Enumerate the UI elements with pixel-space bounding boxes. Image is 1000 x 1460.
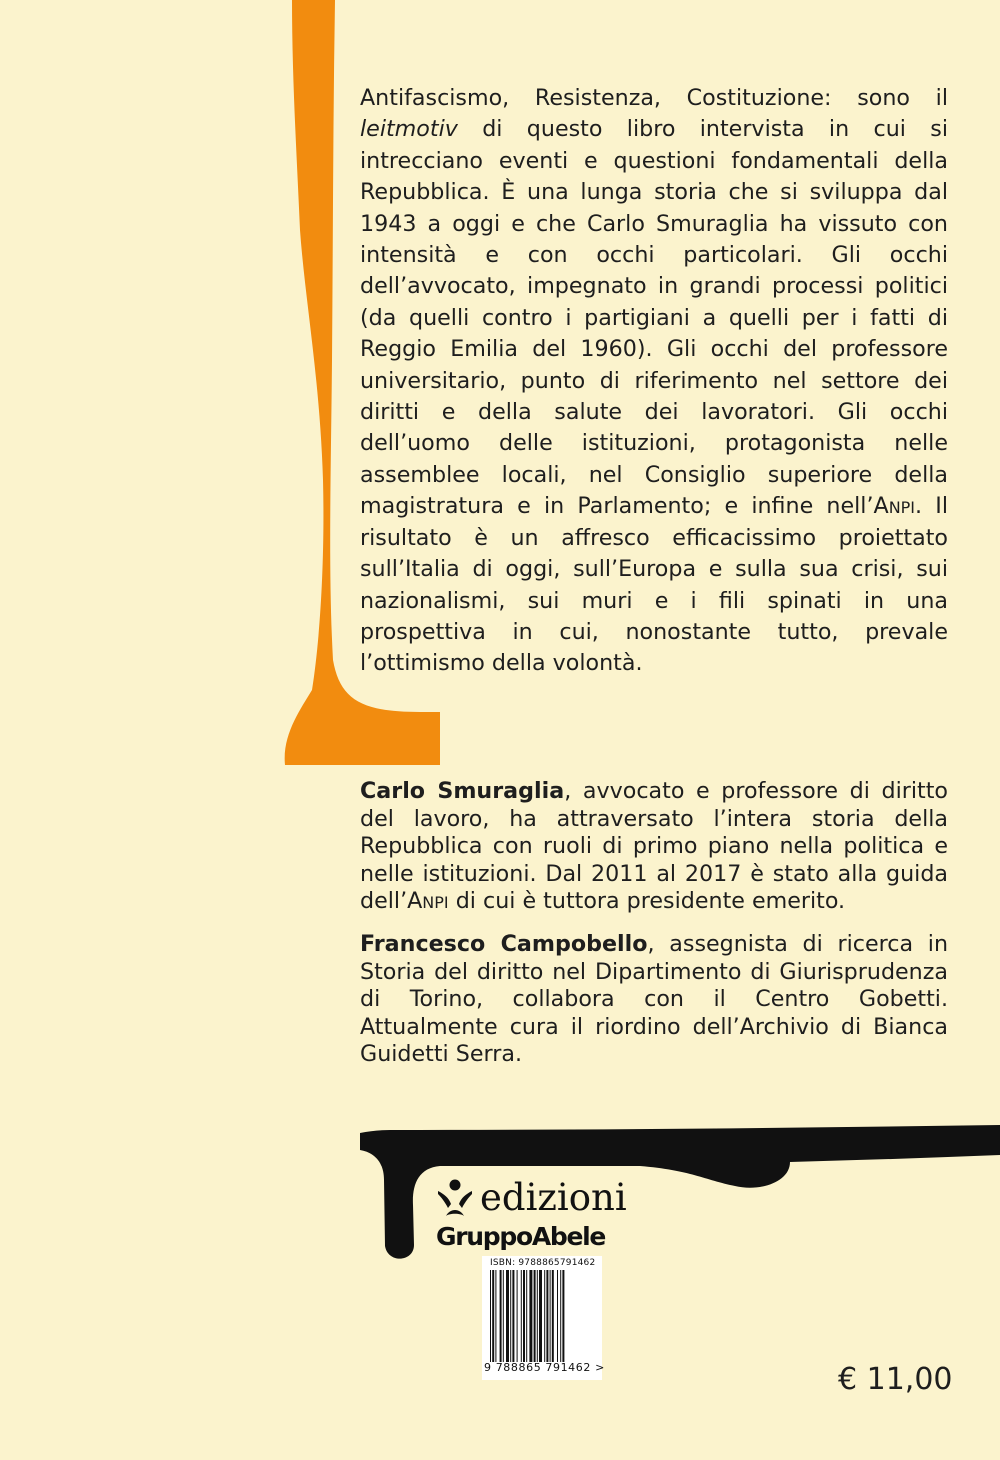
coauthor-bio-text: , assegnista di ricerca in Storia del diritto nel Dipartimento di Giurisprudenza di Torino, collabora con il Centro Gobetti. Attualmente cura il riordino dell’Archivio di Bianca Guidetti Serra. [360,931,949,1068]
isbn-label: ISBN: 9788865791462 [490,1258,596,1268]
publisher-name: edizioni [480,1176,627,1219]
author-bio-text-2: di cui è tuttora presidente emerito. [448,888,846,915]
blurb-text-1: Antifascismo, Resistenza, Costituzione: sono il [360,85,948,111]
barcode-bar [557,1270,558,1362]
barcode-bar [537,1270,538,1362]
barcode-bar [529,1270,532,1362]
barcode-bar [534,1270,536,1362]
barcode-bar [526,1270,527,1362]
leitmotiv-word: leitmotiv [360,116,458,143]
barcode-bar [490,1270,491,1362]
barcode-bar [500,1270,502,1362]
barcode-bar [517,1270,518,1362]
barcode-bar [492,1270,494,1362]
author-bio-campobello [360,931,948,1069]
barcode-bar [562,1270,564,1362]
anpi-acronym: Anpi [873,493,916,520]
barcode-bar [552,1270,554,1362]
isbn-barcode [482,1256,605,1380]
barcode-bar [503,1270,504,1362]
blurb-text-3: . Il risultato è un affresco efficacissimo proiettato sull’Italia di oggi, sull’Europa e sulla sua crisi, sui nazionalismi, sui muri e i fili spinati in una prospettiva in cui, nonostante tutto, prevale l’ottimismo della volontà. [360,493,948,677]
blurb-paragraph [360,83,948,680]
author-bio-text-1: , avvocato e professore di diritto del lavoro, ha attraversato l’intera storia della Repubblica con ruoli di primo piano nella politica e nelle istituzioni. Dal 2011 al 2017 è stato alla guida dell’ [360,778,948,915]
figure-mark-icon [436,1178,474,1218]
barcode-bar [544,1270,545,1362]
barcode-bar [521,1270,522,1362]
barcode-bars [490,1270,594,1362]
price: € 11,00 [838,1362,953,1397]
barcode-bar [539,1270,542,1362]
author-name: Carlo Smuraglia [360,778,565,804]
barcode-bar [523,1270,525,1362]
anpi-acronym: Anpi [407,888,449,915]
coauthor-name: Francesco Campobello [360,931,648,957]
blurb-text-2: di questo libro intervista in cui si intrecciano eventi e questioni fondamentali della Repubblica. È una lunga storia che si sviluppa dal 1943 a oggi e che Carlo Smuraglia ha vissuto con intensità e con occhi particolari. Gli occhi dell’avvocato, impegnato in grandi processi politici (da quelli contro i partigiani a quelli per i fatti di Reggio Emilia del 1960). Gli occhi del professore universitario, punto di riferimento nel settore dei diritti e della salute dei lavoratori. Gli occhi dell’uomo delle istituzioni, protagonista nelle assemblee locali, nel Consiglio superiore della magistratura e in Parlamento; e infine nell’ [360,116,948,520]
barcode-bar [550,1270,551,1362]
barcode-bar [506,1270,509,1362]
author-bio-smuraglia [360,778,948,916]
barcode-bar [546,1270,548,1362]
publisher-logo [436,1176,656,1252]
barcode-bar [510,1270,511,1362]
barcode-digits: 9 788865 791462 > [484,1361,605,1374]
barcode-bar [560,1270,561,1362]
publisher-subname: GruppoAbele [436,1222,606,1251]
barcode-bar [495,1270,496,1362]
barcode-bar [512,1270,514,1362]
